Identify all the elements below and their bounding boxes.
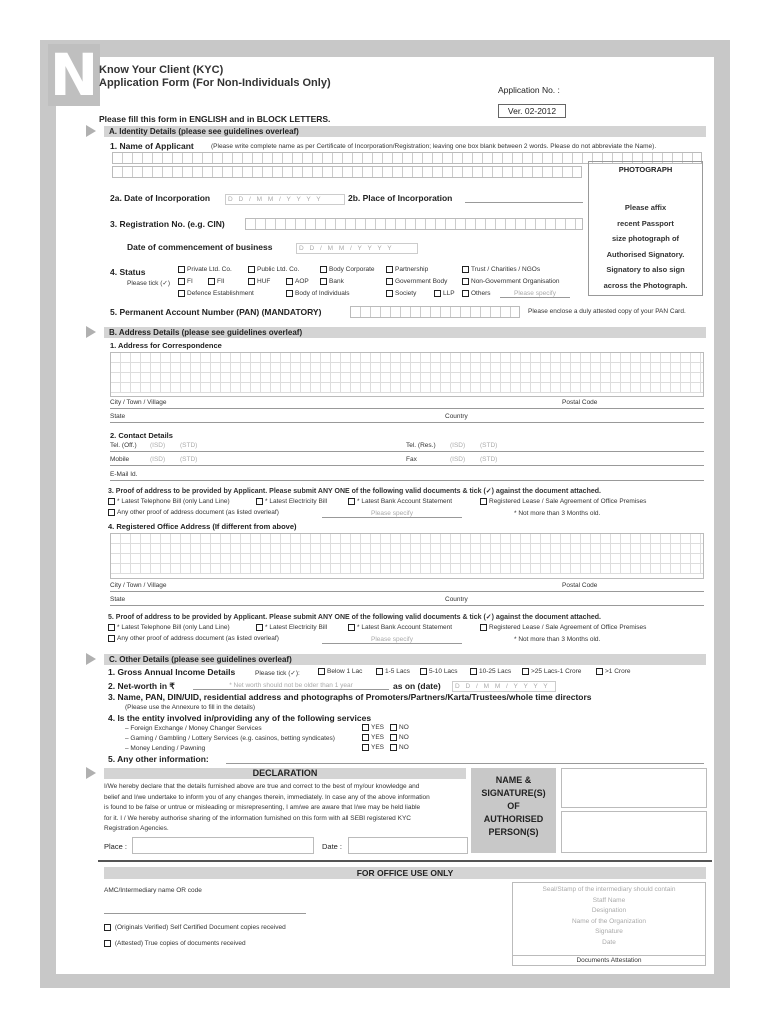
proof-option-label: * Latest Telephone Bill (only Land Line) <box>117 624 230 632</box>
checkbox-icon <box>362 744 369 751</box>
status-others[interactable] <box>462 290 491 297</box>
pan-note: Please enclose a duly attested copy of your PAN Card. <box>528 308 686 315</box>
gaming-yes[interactable] <box>362 734 384 741</box>
checkbox-icon <box>386 278 393 285</box>
date-of-incorporation-label: 2a. Date of Incorporation <box>110 193 211 203</box>
application-no-label: Application No. : <box>498 85 560 95</box>
commencement-date-label: Date of commencement of business <box>127 242 273 252</box>
fax-label: Fax <box>406 456 417 463</box>
commencement-date-input[interactable]: D D / M M / Y Y Y Y <box>296 243 418 254</box>
signature-label-line: NAME & <box>495 775 532 785</box>
checkbox-icon <box>390 724 397 731</box>
photo-text-5: Signatory to also sign <box>606 265 685 275</box>
pan-input[interactable] <box>350 306 520 318</box>
proof-other[interactable] <box>108 509 279 516</box>
no-label: NO <box>399 734 409 742</box>
city-input[interactable] <box>110 408 704 409</box>
status-option-label: Non-Government Organisation <box>471 278 560 286</box>
service-forex-label: – Foreign Exchange / Money Changer Services <box>125 725 262 732</box>
mobile-isd[interactable]: (ISD) <box>150 456 166 463</box>
yes-label: YES <box>371 724 385 732</box>
status-tick-note: Please tick (✓) <box>127 280 171 287</box>
income-10-25-lacs[interactable] <box>470 668 511 675</box>
registered-office-address-grid[interactable] <box>110 533 704 579</box>
income-5-10-lacs[interactable] <box>420 668 458 675</box>
seal-line: Signature <box>595 928 623 935</box>
office-divider <box>98 860 712 862</box>
income-tick-note: Please tick (✓): <box>255 670 300 677</box>
photo-text-4: Authorised Signatory. <box>606 249 685 259</box>
checkbox-icon <box>596 668 603 675</box>
checkbox-icon <box>348 624 355 631</box>
checkbox-icon <box>256 624 263 631</box>
signature-label-line: OF <box>507 801 520 811</box>
registration-no-label: 3. Registration No. (e.g. CIN) <box>110 219 225 229</box>
tel-row-line <box>110 451 704 452</box>
place-of-incorporation-label: 2b. Place of Incorporation <box>348 193 453 203</box>
declaration-line: belief and I/we undertake to inform you of any changes therein, immediately. In case any of the above information <box>104 793 430 801</box>
status-body-corporate[interactable] <box>320 266 375 273</box>
name-boxes-row2[interactable] <box>112 166 582 178</box>
checkbox-icon <box>386 266 393 273</box>
state-input[interactable] <box>110 422 704 423</box>
section-a-header: A. Identity Details (please see guidelines overleaf) <box>104 126 706 137</box>
proof-lease[interactable] <box>480 498 646 505</box>
status-option-label: Body of Individuals <box>295 290 350 298</box>
authorised-signature-label <box>471 768 556 853</box>
checkbox-icon <box>108 498 115 505</box>
declaration-line: for it. I / We hereby authorise sharing of the information furnished on this form with all SEBI registered KYC <box>104 814 411 822</box>
other-info-label: 5. Any other information: <box>108 754 209 764</box>
forex-no[interactable] <box>390 724 409 731</box>
services-involved-label: 4. Is the entity involved in/providing any of the following services <box>108 713 372 723</box>
status-ngo[interactable] <box>462 278 560 285</box>
proof-bank[interactable] <box>348 498 452 505</box>
checkbox-icon <box>104 924 111 931</box>
checkbox-icon <box>522 668 529 675</box>
state-label: State <box>110 413 126 420</box>
status-option-label: Private Ltd. Co. <box>187 266 232 274</box>
mobile-std[interactable]: (STD) <box>180 456 198 463</box>
form-subtitle: Application Form (For Non-Individuals Only) <box>99 77 331 89</box>
proof2-telephone[interactable] <box>108 624 230 631</box>
state-input-2[interactable] <box>110 605 704 606</box>
networth-input[interactable]: * Net worth should not be older than 1 year <box>193 682 389 690</box>
photograph-instructions <box>590 200 701 294</box>
checkbox-icon <box>434 290 441 297</box>
status-option-label: Others <box>471 290 491 298</box>
status-option-label: LLP <box>443 290 455 298</box>
checkbox-icon <box>376 668 383 675</box>
office-use-header: FOR OFFICE USE ONLY <box>104 867 706 879</box>
photo-text-2: recent Passport <box>617 218 674 228</box>
proof-address-label: 3. Proof of address to be provided by Applicant. Please submit ANY ONE of the following valid documents & tick (✓) against the document attached. <box>108 488 601 495</box>
form-title: Know Your Client (KYC) <box>99 64 224 76</box>
status-trust[interactable] <box>462 266 540 273</box>
status-option-label: AOP <box>295 278 309 286</box>
checkbox-icon <box>362 734 369 741</box>
incorporation-date-input[interactable]: D D / M M / Y Y Y Y <box>225 194 345 205</box>
forex-yes[interactable] <box>362 724 384 731</box>
checkbox-icon <box>286 278 293 285</box>
declaration-text <box>104 782 470 835</box>
income-1-5-lacs[interactable] <box>376 668 410 675</box>
no-label: NO <box>399 724 409 732</box>
date-input[interactable] <box>348 837 468 854</box>
tel-off-label: Tel. (Off.) <box>110 442 137 449</box>
income-label: 1. Gross Annual Income Details <box>108 667 236 677</box>
checkbox-icon <box>462 266 469 273</box>
signature-label-line: PERSON(S) <box>488 827 539 837</box>
status-option-label: Body Corporate <box>329 266 375 274</box>
promoters-label: 3. Name, PAN, DIN/UID, residential address and photographs of Promoters/Partners/Karta/Trustees/whole time directors <box>108 692 592 702</box>
seal-line: Date <box>602 938 616 946</box>
checkbox-icon <box>318 668 325 675</box>
checkbox-icon <box>386 290 393 297</box>
seal-line: Staff Name <box>592 896 626 904</box>
tel-off-std[interactable]: (STD) <box>180 442 198 449</box>
checkbox-icon <box>390 734 397 741</box>
checkbox-icon <box>390 744 397 751</box>
status-option-label: HUF <box>257 278 271 286</box>
photo-text-3: size photograph of <box>611 234 680 244</box>
proof-option-label: * Latest Bank Account Statement <box>357 624 453 632</box>
email-label: E-Mail Id. <box>110 471 138 478</box>
checkbox-icon <box>420 668 427 675</box>
proof-option-label: Any other proof of address document (as listed overleaf) <box>117 635 279 643</box>
status-bank[interactable] <box>320 278 344 285</box>
photo-text-1: Please affix <box>624 203 667 212</box>
proof-electricity[interactable] <box>256 498 327 505</box>
status-partnership[interactable] <box>386 266 428 273</box>
income-option-label: 1-5 Lacs <box>385 668 410 676</box>
version-box: Ver. 02-2012 <box>498 104 566 118</box>
amc-code-label: AMC/Intermediary name OR code <box>104 887 202 894</box>
proof-specify-input[interactable]: Please specify <box>322 510 462 518</box>
section-c-header: C. Other Details (please see guidelines overleaf) <box>104 654 706 665</box>
income-below-1-lac[interactable] <box>318 668 362 675</box>
instruction-text: Please fill this form in ENGLISH and in BLOCK LETTERS. <box>99 114 331 124</box>
status-fii[interactable] <box>208 278 225 285</box>
proof2-specify-input[interactable]: Please specify <box>322 636 462 644</box>
checkbox-icon <box>348 498 355 505</box>
proof-option-label: * Latest Electricity Bill <box>265 498 328 506</box>
signature-box-2[interactable] <box>561 811 707 853</box>
tel-res-std[interactable]: (STD) <box>480 442 498 449</box>
seal-line: Name of the Organization <box>571 917 647 925</box>
checkbox-icon <box>470 668 477 675</box>
income-option-label: >25 Lacs-1 Crore <box>531 668 582 676</box>
income-option-label: 5-10 Lacs <box>429 668 458 676</box>
signature-box-1[interactable] <box>561 768 707 808</box>
status-option-label: Defence Establishment <box>187 290 254 298</box>
checkbox-icon <box>178 290 185 297</box>
place-of-incorporation-input[interactable] <box>465 202 583 203</box>
checkbox-icon <box>462 290 469 297</box>
seal-line: Seal/Stamp of the intermediary should contain <box>542 886 676 893</box>
city-input-2[interactable] <box>110 591 704 592</box>
income-option-label: 10-25 Lacs <box>479 668 512 676</box>
originals-verified[interactable] <box>104 924 286 931</box>
income-25-lacs-1-crore[interactable] <box>522 668 581 675</box>
photo-text-6: across the Photograph. <box>603 280 688 290</box>
status-public[interactable] <box>248 266 299 273</box>
proof2-electricity[interactable] <box>256 624 327 631</box>
proof-option-label: * Latest Telephone Bill (only Land Line) <box>117 498 230 506</box>
proof2-note: * Not more than 3 Months old. <box>514 636 601 643</box>
no-label: NO <box>399 744 409 752</box>
yes-label: YES <box>371 734 385 742</box>
seal-line: Designation <box>591 907 627 914</box>
mobile-label: Mobile <box>110 456 130 463</box>
proof-option-label: * Latest Electricity Bill <box>265 624 328 632</box>
income-option-label: >1 Crore <box>605 668 631 676</box>
checkbox-icon <box>480 624 487 631</box>
proof-address-label-2: 5. Proof of address to be provided by Applicant. Please submit ANY ONE of the following valid documents & tick (✓) against the document attached. <box>108 614 601 621</box>
fax-isd[interactable]: (ISD) <box>450 456 466 463</box>
originals-verified-label: (Originals Verified) Self Certified Document copies received <box>114 924 286 932</box>
proof-note: * Not more than 3 Months old. <box>514 510 601 517</box>
status-body-of-individuals[interactable] <box>286 290 350 297</box>
checkbox-icon <box>286 290 293 297</box>
section-c-arrow-icon <box>86 653 96 665</box>
checkbox-icon <box>108 509 115 516</box>
city-label: City / Town / Village <box>110 399 167 406</box>
checkbox-icon <box>178 278 185 285</box>
state-label-2: State <box>110 596 126 603</box>
address-correspondence-label: 1. Address for Correspondence <box>110 341 222 350</box>
proof2-lease[interactable] <box>480 624 646 631</box>
declaration-header: DECLARATION <box>104 768 466 779</box>
declaration-arrow-icon <box>86 767 96 779</box>
income-option-label: Below 1 Lac <box>327 668 363 676</box>
email-input[interactable] <box>110 480 704 481</box>
section-a-arrow-icon <box>86 125 96 137</box>
fax-std[interactable]: (STD) <box>480 456 498 463</box>
declaration-line: I/We hereby declare that the details furnished above are true and correct to the best of my/our knowledge and <box>104 783 420 790</box>
contact-details-label: 2. Contact Details <box>110 431 173 440</box>
name-note: (Please write complete name as per Certificate of Incorporation/Registration; leaving one box blank between 2 words. Please do not abbreviate the Name). <box>211 143 657 150</box>
lending-no[interactable] <box>390 744 409 751</box>
annexure-note: (Please use the Annexure to fill in the details) <box>125 704 256 711</box>
photograph-label: PHOTOGRAPH <box>618 165 673 174</box>
checkbox-icon <box>320 278 327 285</box>
checkbox-icon <box>362 724 369 731</box>
country-label-2: Country <box>445 596 468 603</box>
declaration-line: Registration Agencies. <box>104 825 169 832</box>
status-option-label: Society <box>395 290 417 298</box>
status-label: 4. Status <box>110 267 146 277</box>
attested-copies-label: (Attested) True copies of documents received <box>114 940 246 948</box>
signature-label-line: AUTHORISED <box>483 814 544 824</box>
checkbox-icon <box>320 266 327 273</box>
status-private[interactable] <box>178 266 232 273</box>
checkbox-icon <box>248 266 255 273</box>
amc-code-input[interactable] <box>104 913 306 914</box>
proof-option-label: Any other proof of address document (as listed overleaf) <box>117 509 279 517</box>
status-option-label: FI <box>187 278 193 286</box>
proof-option-label: * Latest Bank Account Statement <box>357 498 453 506</box>
form-letter-badge: N <box>49 41 99 109</box>
declaration-line: is found to be false or untrue or misleading or misrepresenting, I am/we are aware that I/we may be held liable <box>104 804 421 811</box>
status-society[interactable] <box>386 290 416 297</box>
tel-res-label: Tel. (Res.) <box>406 442 436 449</box>
proof-option-label: Registered Lease / Sale Agreement of Office Premises <box>489 498 647 506</box>
tel-res-isd[interactable]: (ISD) <box>450 442 466 449</box>
others-specify-input[interactable]: Please specify <box>500 290 570 298</box>
place-input[interactable] <box>132 837 314 854</box>
status-llp[interactable] <box>434 290 455 297</box>
city-label-2: City / Town / Village <box>110 582 167 589</box>
mobile-row-line <box>110 465 704 466</box>
status-option-label: Public Ltd. Co. <box>257 266 300 274</box>
registration-no-input[interactable] <box>245 218 583 230</box>
postal-code-label-2: Postal Code <box>562 582 598 589</box>
signature-label-line: SIGNATURE(S) <box>481 788 546 798</box>
correspondence-address-grid[interactable] <box>110 352 704 397</box>
seal-stamp-box[interactable] <box>512 882 706 966</box>
status-government[interactable] <box>386 278 447 285</box>
income-above-1-crore[interactable] <box>596 668 630 675</box>
checkbox-icon <box>104 940 111 947</box>
other-info-input[interactable] <box>226 763 704 764</box>
gaming-no[interactable] <box>390 734 409 741</box>
service-gaming-label: – Gaming / Gambling / Lottery Services (e.g. casinos, betting syndicates) <box>125 735 335 742</box>
country-label: Country <box>445 413 468 420</box>
networth-date-input[interactable]: D D / M M / Y Y Y Y <box>452 681 556 692</box>
tel-off-isd[interactable]: (ISD) <box>150 442 166 449</box>
checkbox-icon <box>248 278 255 285</box>
place-label: Place : <box>104 842 127 851</box>
proof2-other[interactable] <box>108 635 279 642</box>
checkbox-icon <box>256 498 263 505</box>
status-option-label: Bank <box>329 278 344 286</box>
status-defence[interactable] <box>178 290 254 297</box>
registered-office-label: 4. Registered Office Address (If different from above) <box>108 522 297 531</box>
postal-code-label: Postal Code <box>562 399 598 406</box>
section-b-arrow-icon <box>86 326 96 338</box>
checkbox-icon <box>178 266 185 273</box>
yes-label: YES <box>371 744 385 752</box>
proof-telephone[interactable] <box>108 498 230 505</box>
checkbox-icon <box>208 278 215 285</box>
status-huf[interactable] <box>248 278 270 285</box>
pan-label: 5. Permanent Account Number (PAN) (MANDATORY) <box>110 307 322 317</box>
documents-attestation-label: Documents Attestation <box>512 955 706 964</box>
status-option-label: Government Body <box>395 278 448 286</box>
status-option-label: Partnership <box>395 266 429 274</box>
status-option-label: FII <box>217 278 225 286</box>
service-lending-label: – Money Lending / Pawning <box>125 745 206 752</box>
status-fi[interactable] <box>178 278 193 285</box>
date-label: Date : <box>322 842 343 851</box>
checkbox-icon <box>108 635 115 642</box>
status-aop[interactable] <box>286 278 309 285</box>
proof-option-label: Registered Lease / Sale Agreement of Office Premises <box>489 624 647 632</box>
checkbox-icon <box>462 278 469 285</box>
checkbox-icon <box>108 624 115 631</box>
as-on-date-label: as on (date) <box>393 681 441 691</box>
attested-copies[interactable] <box>104 940 246 947</box>
proof2-bank[interactable] <box>348 624 452 631</box>
section-b-header: B. Address Details (please see guidelines overleaf) <box>104 327 706 338</box>
checkbox-icon <box>480 498 487 505</box>
name-of-applicant-label: 1. Name of Applicant <box>110 141 194 151</box>
status-option-label: Trust / Charities / NGOs <box>471 266 541 274</box>
networth-label: 2. Net-worth in ₹ <box>108 681 175 691</box>
lending-yes[interactable] <box>362 744 384 751</box>
